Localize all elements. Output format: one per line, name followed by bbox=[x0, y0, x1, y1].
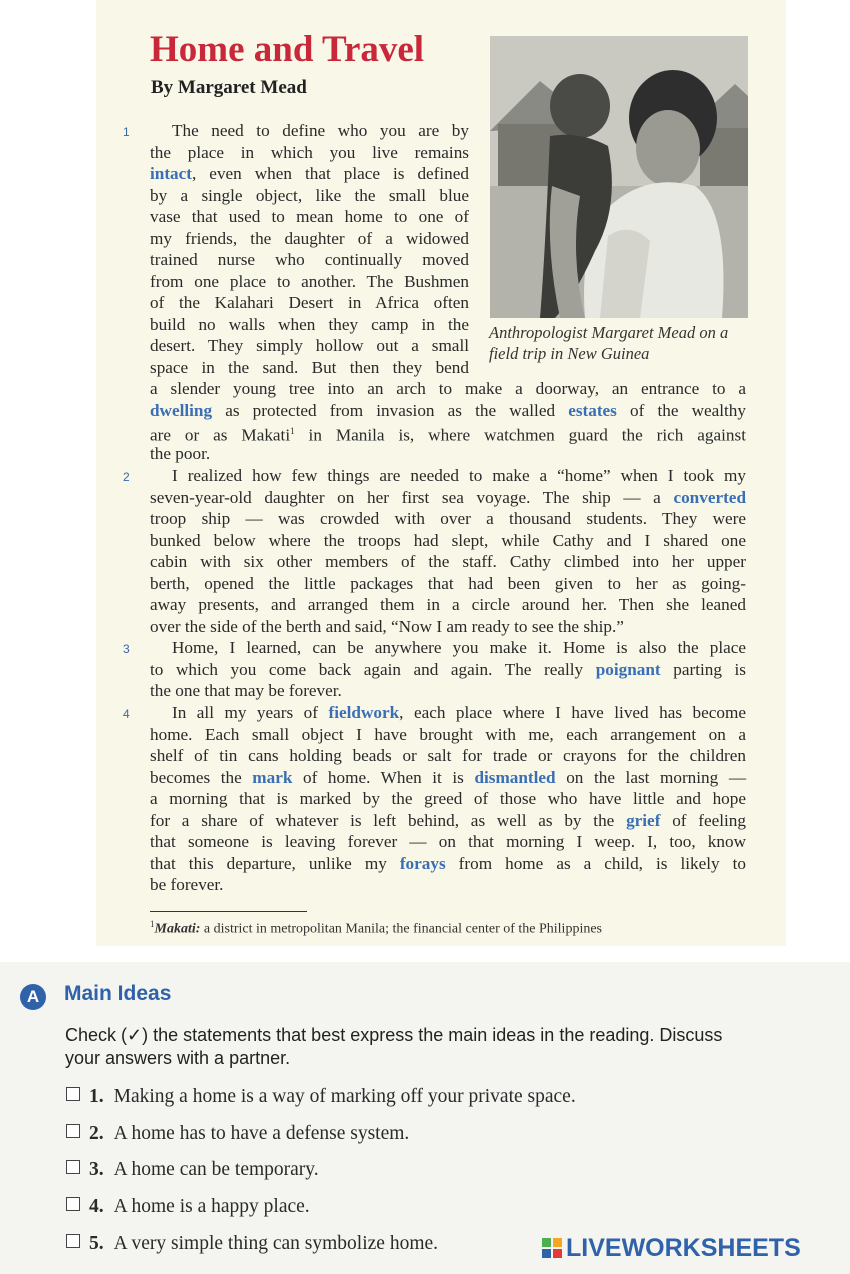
text-line: In all my years of fieldwork, each place where I have lived has become bbox=[172, 703, 746, 722]
paragraph-2 bbox=[150, 465, 746, 637]
text-line: becomes the mark of home. When it is dismantled on the last morning — bbox=[150, 767, 747, 787]
checkbox-statement-1[interactable] bbox=[66, 1087, 80, 1101]
vocab-dwelling: dwelling bbox=[150, 400, 213, 420]
text-line: of the Kalahari Desert in Africa often bbox=[150, 293, 469, 312]
statement-item: 2. A home has to have a defense system. bbox=[66, 1123, 409, 1145]
paragraph-number: 2 bbox=[123, 470, 130, 484]
photo-caption bbox=[489, 322, 759, 364]
text-line: away presents, and arranged them in a circle around her. Then she leaned bbox=[150, 595, 746, 614]
footnote-term: Makati: bbox=[154, 921, 201, 937]
text-line: from one place to another. The Bushmen bbox=[150, 271, 469, 291]
text-line: to which you come back again and again. The really poignant parting is bbox=[150, 659, 746, 679]
text-line: are or as Makati$^1$ in Manila is, where watchmen guard the rich against bbox=[150, 425, 746, 445]
text-line: I realized how few things are needed to make a “home” when I took my bbox=[172, 466, 746, 485]
text-line: cabin with six other members of the staff. Cathy climbed into her upper bbox=[150, 552, 746, 571]
caption-line: Anthropologist Margaret Mead on a bbox=[489, 323, 729, 342]
article-author: By Margaret Mead bbox=[151, 77, 307, 98]
statement-item: 5. A very simple thing can symbolize home. bbox=[66, 1233, 438, 1255]
vocab-mark: mark bbox=[252, 767, 293, 787]
section-title: Main Ideas bbox=[64, 982, 172, 1005]
text-line: space in the sand. But then they bend bbox=[150, 357, 469, 377]
vocab-converted: converted bbox=[673, 487, 746, 507]
vocab-forays: forays bbox=[399, 853, 446, 873]
text-line: bunked below where the troops had slept, while Cathy and I shared one bbox=[150, 530, 746, 550]
vocab-grief: grief bbox=[626, 810, 661, 830]
paragraph-1-top bbox=[150, 120, 469, 378]
vocab-estates: estates bbox=[568, 400, 617, 420]
text-line: berth, opened the little packages that had been given to her as going- bbox=[150, 573, 746, 593]
footnote: $^1$Makati: a district in metropolitan Manila; the financial center of the Philippines bbox=[150, 919, 603, 937]
vocab-poignant: poignant bbox=[595, 659, 661, 679]
checkbox-statement-3[interactable] bbox=[66, 1160, 80, 1174]
statement-item: 3. A home can be temporary. bbox=[66, 1159, 319, 1181]
text-line: build no walls when they camp in the bbox=[150, 314, 469, 334]
paragraph-3 bbox=[150, 637, 746, 702]
article-photo bbox=[490, 36, 748, 318]
vocab-dismantled: dismantled bbox=[474, 767, 556, 787]
text-line: a slender young tree into an arch to make a doorway, an entrance to a bbox=[150, 379, 746, 398]
exercise-section bbox=[0, 962, 850, 1274]
text-line: a morning that is marked by the greed of those who have little and hope bbox=[150, 789, 746, 808]
text-line: trained nurse who continually moved bbox=[150, 250, 469, 269]
text-line: The need to define who you are by bbox=[172, 121, 469, 140]
paragraph-number: 3 bbox=[123, 642, 130, 656]
caption-line: field trip in New Guinea bbox=[489, 344, 650, 363]
statement-item: 1. Making a home is a way of marking off your private space. bbox=[66, 1086, 576, 1108]
text-line: be forever. bbox=[150, 875, 224, 894]
text-line: Home, I learned, can be anywhere you make it. Home is also the place bbox=[172, 638, 746, 657]
vocab-intact: intact bbox=[150, 164, 193, 183]
text-line: that someone is leaving forever — on that morning I weep. I, too, know bbox=[150, 832, 746, 851]
text-line: by a single object, like the small blue bbox=[150, 185, 469, 205]
text-line: the poor. bbox=[150, 443, 211, 463]
text-line: shelf of tin cans holding beads or salt for trade or crayons for the children bbox=[150, 746, 746, 765]
text-line: dwelling as protected from invasion as the walled estates of the wealthy bbox=[150, 400, 746, 420]
paragraph-number: 4 bbox=[123, 707, 130, 721]
text-line: vase that used to mean home to one of bbox=[150, 207, 469, 226]
checkbox-statement-2[interactable] bbox=[66, 1124, 80, 1138]
footnote-ref: 1 bbox=[290, 426, 295, 436]
text-line: the one that may be forever. bbox=[150, 681, 342, 700]
checkbox-statement-4[interactable] bbox=[66, 1197, 80, 1211]
text-line: over the side of the berth and said, “Now I am ready to see the ship.” bbox=[150, 616, 624, 636]
liveworksheets-logo-icon bbox=[542, 1238, 562, 1258]
statement-item: 4. A home is a happy place. bbox=[66, 1196, 310, 1218]
paragraph-1-bottom bbox=[150, 378, 746, 464]
text-line: troop ship — was crowded with over a thousand students. They were bbox=[150, 509, 746, 528]
section-badge: A bbox=[20, 984, 46, 1010]
article-title: Home and Travel bbox=[150, 29, 425, 70]
text-line: that this departure, unlike my forays from home as a child, is likely to bbox=[150, 853, 746, 873]
text-line: seven-year-old daughter on her first sea voyage. The ship — a converted bbox=[150, 487, 746, 507]
paragraph-number: 1 bbox=[123, 125, 130, 139]
footnote-divider bbox=[150, 911, 307, 912]
text-line: home. Each small object I have brought with me, each arrangement on a bbox=[150, 724, 746, 744]
instructions: Check (✓) the statements that best express the main ideas in the reading. Discuss your answers with a partner. bbox=[65, 1025, 723, 1068]
paragraph-4 bbox=[150, 702, 746, 896]
vocab-fieldwork: fieldwork bbox=[328, 703, 400, 722]
text-line: my friends, the daughter of a widowed bbox=[150, 228, 469, 248]
checkbox-statement-5[interactable] bbox=[66, 1234, 80, 1248]
liveworksheets-watermark: LIVEWORKSHEETS bbox=[542, 1234, 801, 1263]
text-line: the place in which you live remains bbox=[150, 142, 469, 162]
text-line: intact, even when that place is defined bbox=[150, 164, 469, 183]
text-line: for a share of whatever is left behind, as well as by the grief of feeling bbox=[150, 810, 746, 830]
text-line: desert. They simply hollow out a small bbox=[150, 336, 469, 355]
